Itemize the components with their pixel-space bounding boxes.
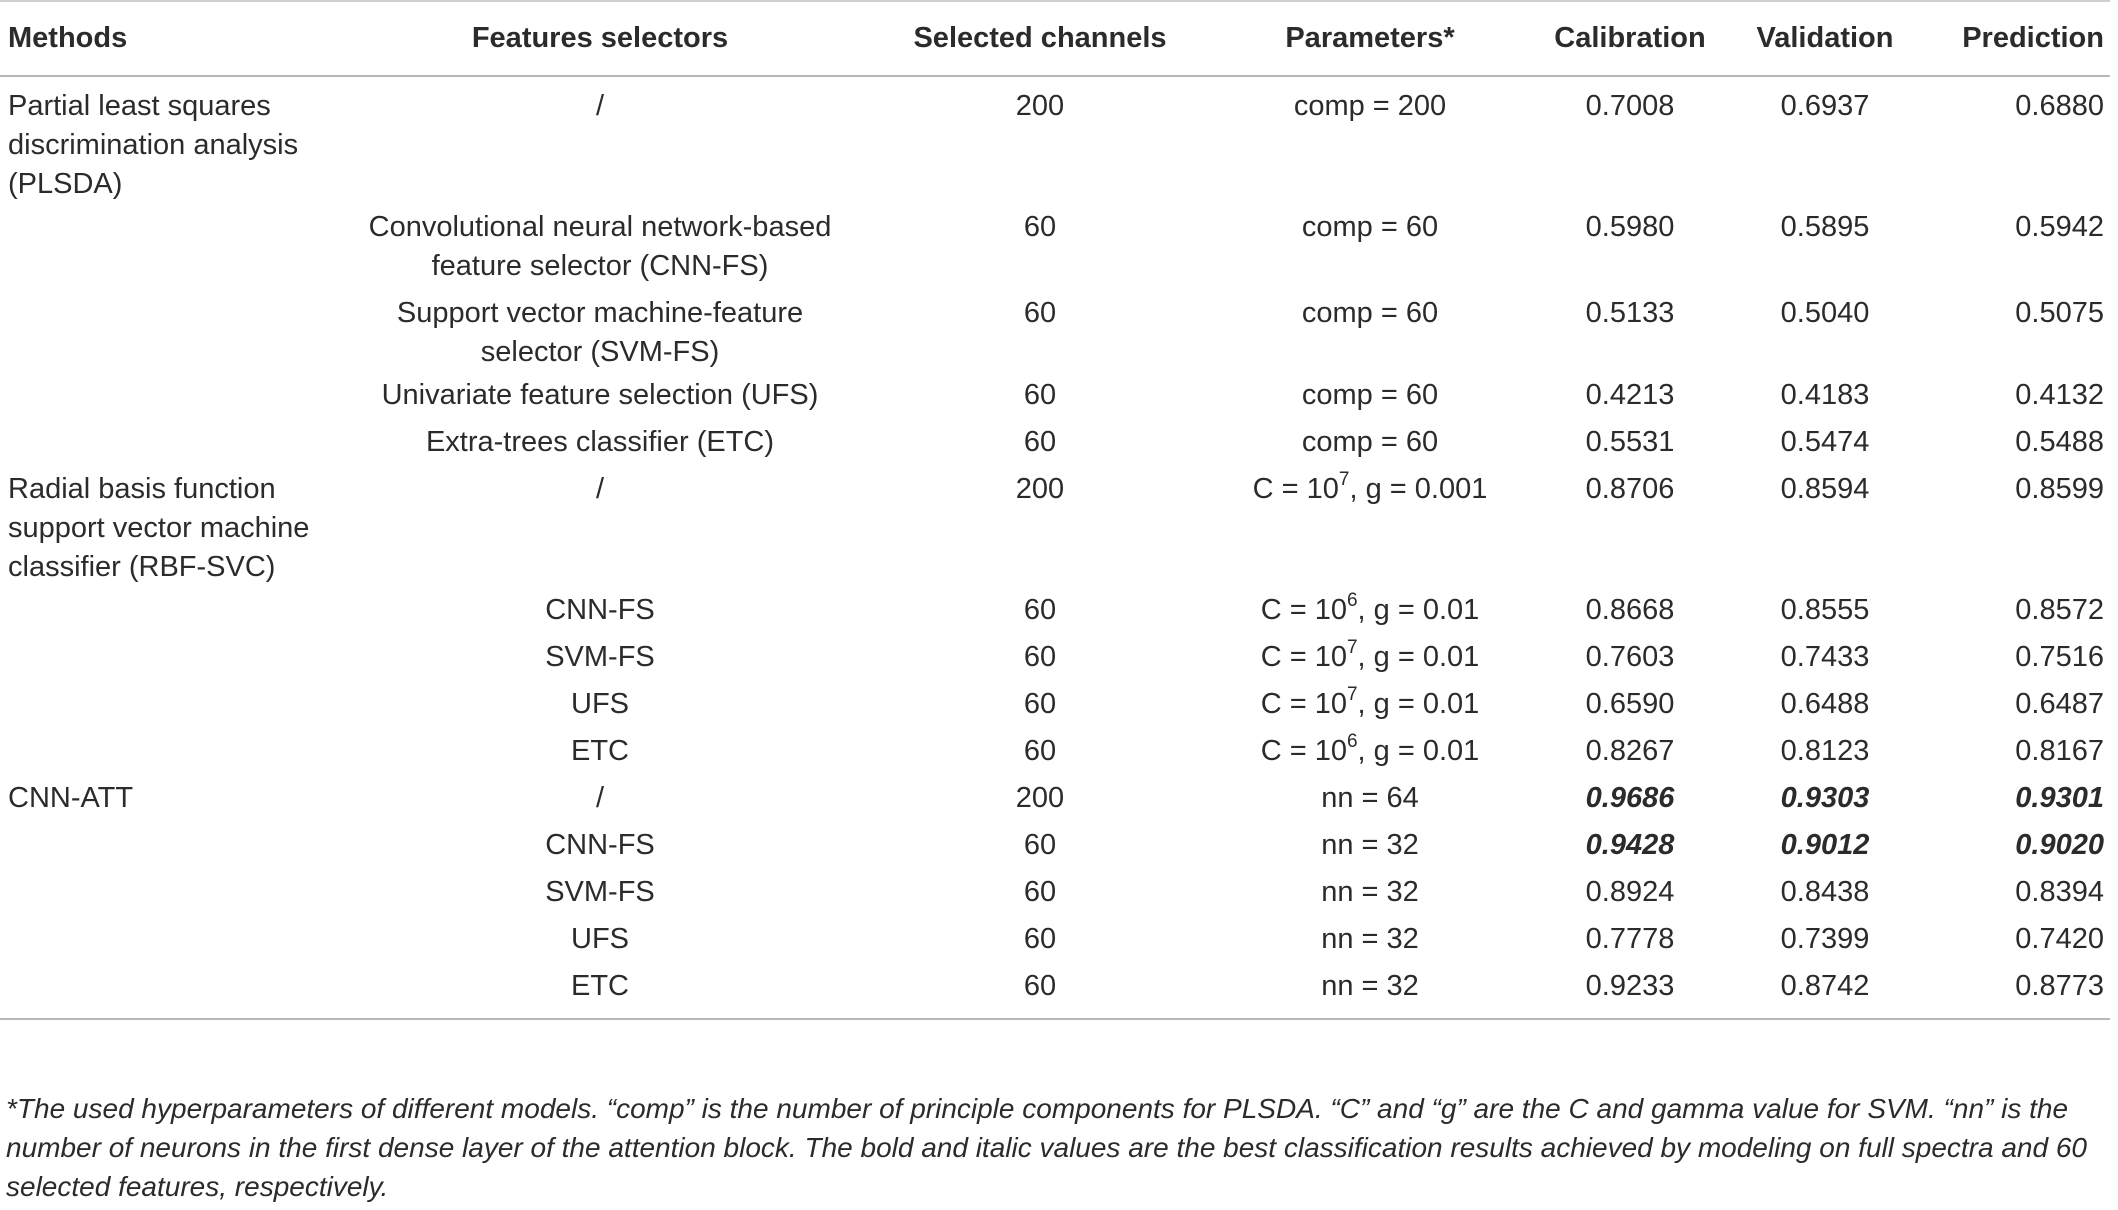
cell-validation: 0.8555 bbox=[1780, 594, 1870, 626]
cell-prediction-best: 0.9020 bbox=[2015, 829, 2104, 861]
cell-method bbox=[0, 826, 330, 873]
cell-channels: 200 bbox=[1015, 782, 1065, 814]
table-row bbox=[0, 294, 2110, 376]
cell-channels: 200 bbox=[1015, 473, 1065, 505]
cell-selector: ETC bbox=[571, 735, 629, 767]
cell-parameters: $C = 10^7$, g = 0.01 bbox=[1260, 637, 1480, 673]
header-prediction: Prediction bbox=[1920, 1, 2110, 76]
cell-validation: 0.8594 bbox=[1780, 473, 1870, 505]
cell-validation: 0.5895 bbox=[1780, 211, 1870, 243]
cell-calibration: 0.8668 bbox=[1585, 594, 1675, 626]
cell-parameters: $C = 10^6$, g = 0.01 bbox=[1260, 731, 1480, 767]
cell-channels: 60 bbox=[1023, 829, 1057, 861]
cell-channels: 60 bbox=[1023, 297, 1057, 329]
cell-channels: 60 bbox=[1023, 876, 1057, 908]
cell-method bbox=[0, 376, 330, 423]
cell-calibration: 0.8706 bbox=[1585, 473, 1675, 505]
cell-validation-best: 0.9012 bbox=[1780, 829, 1870, 861]
table-header bbox=[0, 1, 2110, 76]
cell-method bbox=[0, 967, 330, 1019]
cell-method bbox=[0, 294, 330, 376]
cell-channels: 60 bbox=[1023, 688, 1057, 720]
cell-parameters: nn = 32 bbox=[1321, 923, 1419, 955]
cell-method: CNN-ATT bbox=[8, 782, 134, 814]
cell-prediction: 0.5942 bbox=[2015, 211, 2104, 243]
cell-calibration: 0.9233 bbox=[1585, 970, 1675, 1002]
cell-selector: UFS bbox=[571, 923, 629, 955]
cell-calibration-best: 0.9686 bbox=[1585, 782, 1675, 814]
cell-parameters: nn = 32 bbox=[1321, 876, 1419, 908]
cell-selector: SVM-FS bbox=[545, 641, 655, 673]
cell-channels: 60 bbox=[1023, 641, 1057, 673]
cell-prediction: 0.5075 bbox=[2015, 297, 2104, 329]
cell-method bbox=[0, 685, 330, 732]
cell-selector: Support vector machine-feature selector (SVM-FS) bbox=[396, 297, 804, 368]
cell-method bbox=[0, 208, 330, 294]
table-row bbox=[0, 423, 2110, 470]
cell-parameters: nn = 32 bbox=[1321, 970, 1419, 1002]
cell-calibration: 0.5133 bbox=[1585, 297, 1675, 329]
header-validation: Validation bbox=[1730, 1, 1920, 76]
cell-channels: 60 bbox=[1023, 211, 1057, 243]
cell-selector: / bbox=[595, 90, 605, 122]
cell-prediction: 0.7420 bbox=[2015, 923, 2104, 955]
cell-parameters: comp = 60 bbox=[1301, 426, 1439, 458]
cell-channels: 60 bbox=[1023, 594, 1057, 626]
cell-selector: Convolutional neural network-based feature selector (CNN-FS) bbox=[368, 211, 832, 282]
cell-prediction: 0.5488 bbox=[2015, 426, 2104, 458]
cell-channels: 60 bbox=[1023, 426, 1057, 458]
cell-validation: 0.5474 bbox=[1780, 426, 1870, 458]
cell-prediction: 0.8773 bbox=[2015, 970, 2104, 1002]
cell-parameters: $C = 10^7$, g = 0.01 bbox=[1260, 684, 1480, 720]
table-row bbox=[0, 470, 2110, 591]
cell-method bbox=[0, 920, 330, 967]
cell-validation: 0.8123 bbox=[1780, 735, 1870, 767]
table-body bbox=[0, 76, 2110, 1019]
cell-method bbox=[0, 638, 330, 685]
table-row bbox=[0, 732, 2110, 779]
cell-validation: 0.8438 bbox=[1780, 876, 1870, 908]
cell-selector: / bbox=[595, 473, 605, 505]
cell-calibration: 0.4213 bbox=[1585, 379, 1675, 411]
cell-channels: 60 bbox=[1023, 970, 1057, 1002]
cell-channels: 60 bbox=[1023, 379, 1057, 411]
cell-selector: Univariate feature selection (UFS) bbox=[381, 379, 819, 411]
cell-selector: / bbox=[595, 782, 605, 814]
cell-prediction: 0.8572 bbox=[2015, 594, 2104, 626]
cell-parameters: $C = 10^6$, g = 0.01 bbox=[1260, 590, 1480, 626]
table-row bbox=[0, 76, 2110, 208]
table-row bbox=[0, 591, 2110, 638]
cell-calibration: 0.5531 bbox=[1585, 426, 1675, 458]
cell-parameters: nn = 64 bbox=[1321, 782, 1419, 814]
cell-method bbox=[0, 873, 330, 920]
cell-parameters: nn = 32 bbox=[1321, 829, 1419, 861]
cell-selector: Extra-trees classifier (ETC) bbox=[425, 426, 775, 458]
cell-calibration-best: 0.9428 bbox=[1585, 829, 1675, 861]
cell-parameters: $C = 10^7$, g = 0.001 bbox=[1252, 469, 1488, 505]
cell-validation: 0.4183 bbox=[1780, 379, 1870, 411]
cell-selector: CNN-FS bbox=[545, 829, 655, 861]
cell-prediction: 0.6880 bbox=[2015, 90, 2104, 122]
cell-validation: 0.7399 bbox=[1780, 923, 1870, 955]
table-footnote: *The used hyperparameters of different models. “comp” is the number of principle components for PLSDA. “C” and “g” are the C and gamma value for SVM. “nn” is the number of neurons in the first dense layer of the attention block. The bold and italic values are the best classification results achieved by modeling on full spectra and 60 selected features, respectively. bbox=[6, 1093, 2087, 1202]
table-row bbox=[0, 967, 2110, 1019]
cell-method bbox=[0, 732, 330, 779]
table-row bbox=[0, 685, 2110, 732]
cell-selector: CNN-FS bbox=[545, 594, 655, 626]
header-selected-channels: Selected channels bbox=[870, 1, 1210, 76]
table-row bbox=[0, 920, 2110, 967]
header-methods: Methods bbox=[0, 1, 330, 76]
table-row bbox=[0, 779, 2110, 826]
cell-prediction: 0.6487 bbox=[2015, 688, 2104, 720]
cell-validation-best: 0.9303 bbox=[1780, 782, 1870, 814]
cell-selector: SVM-FS bbox=[545, 876, 655, 908]
cell-calibration: 0.8267 bbox=[1585, 735, 1675, 767]
cell-prediction: 0.4132 bbox=[2015, 379, 2104, 411]
cell-method: Partial least squares discrimination analysis (PLSDA) bbox=[8, 90, 299, 200]
cell-channels: 60 bbox=[1023, 735, 1057, 767]
table-row bbox=[0, 638, 2110, 685]
cell-prediction: 0.8394 bbox=[2015, 876, 2104, 908]
cell-calibration: 0.6590 bbox=[1585, 688, 1675, 720]
header-row bbox=[0, 1, 2110, 76]
cell-validation: 0.5040 bbox=[1780, 297, 1870, 329]
cell-calibration: 0.7603 bbox=[1585, 641, 1675, 673]
cell-prediction: 0.7516 bbox=[2015, 641, 2104, 673]
cell-selector: ETC bbox=[571, 970, 629, 1002]
cell-calibration: 0.7008 bbox=[1585, 90, 1675, 122]
cell-method: Radial basis function support vector machine classifier (RBF-SVC) bbox=[8, 473, 310, 583]
cell-parameters: comp = 60 bbox=[1301, 211, 1439, 243]
header-calibration: Calibration bbox=[1530, 1, 1730, 76]
cell-validation: 0.6488 bbox=[1780, 688, 1870, 720]
cell-validation: 0.8742 bbox=[1780, 970, 1870, 1002]
cell-method bbox=[0, 591, 330, 638]
cell-parameters: comp = 60 bbox=[1301, 297, 1439, 329]
cell-calibration: 0.7778 bbox=[1585, 923, 1675, 955]
cell-calibration: 0.5980 bbox=[1585, 211, 1675, 243]
cell-prediction: 0.8167 bbox=[2015, 735, 2104, 767]
cell-parameters: comp = 200 bbox=[1293, 90, 1447, 122]
table-row bbox=[0, 208, 2110, 294]
header-features-selectors: Features selectors bbox=[330, 1, 870, 76]
table-row bbox=[0, 376, 2110, 423]
table-row bbox=[0, 873, 2110, 920]
cell-method bbox=[0, 423, 330, 470]
header-parameters: Parameters* bbox=[1210, 1, 1530, 76]
cell-validation: 0.7433 bbox=[1780, 641, 1870, 673]
cell-channels: 60 bbox=[1023, 923, 1057, 955]
cell-parameters: comp = 60 bbox=[1301, 379, 1439, 411]
cell-prediction-best: 0.9301 bbox=[2015, 782, 2104, 814]
cell-prediction: 0.8599 bbox=[2015, 473, 2104, 505]
cell-channels: 200 bbox=[1015, 90, 1065, 122]
table-row bbox=[0, 826, 2110, 873]
cell-validation: 0.6937 bbox=[1780, 90, 1870, 122]
cell-selector: UFS bbox=[571, 688, 629, 720]
cell-calibration: 0.8924 bbox=[1585, 876, 1675, 908]
